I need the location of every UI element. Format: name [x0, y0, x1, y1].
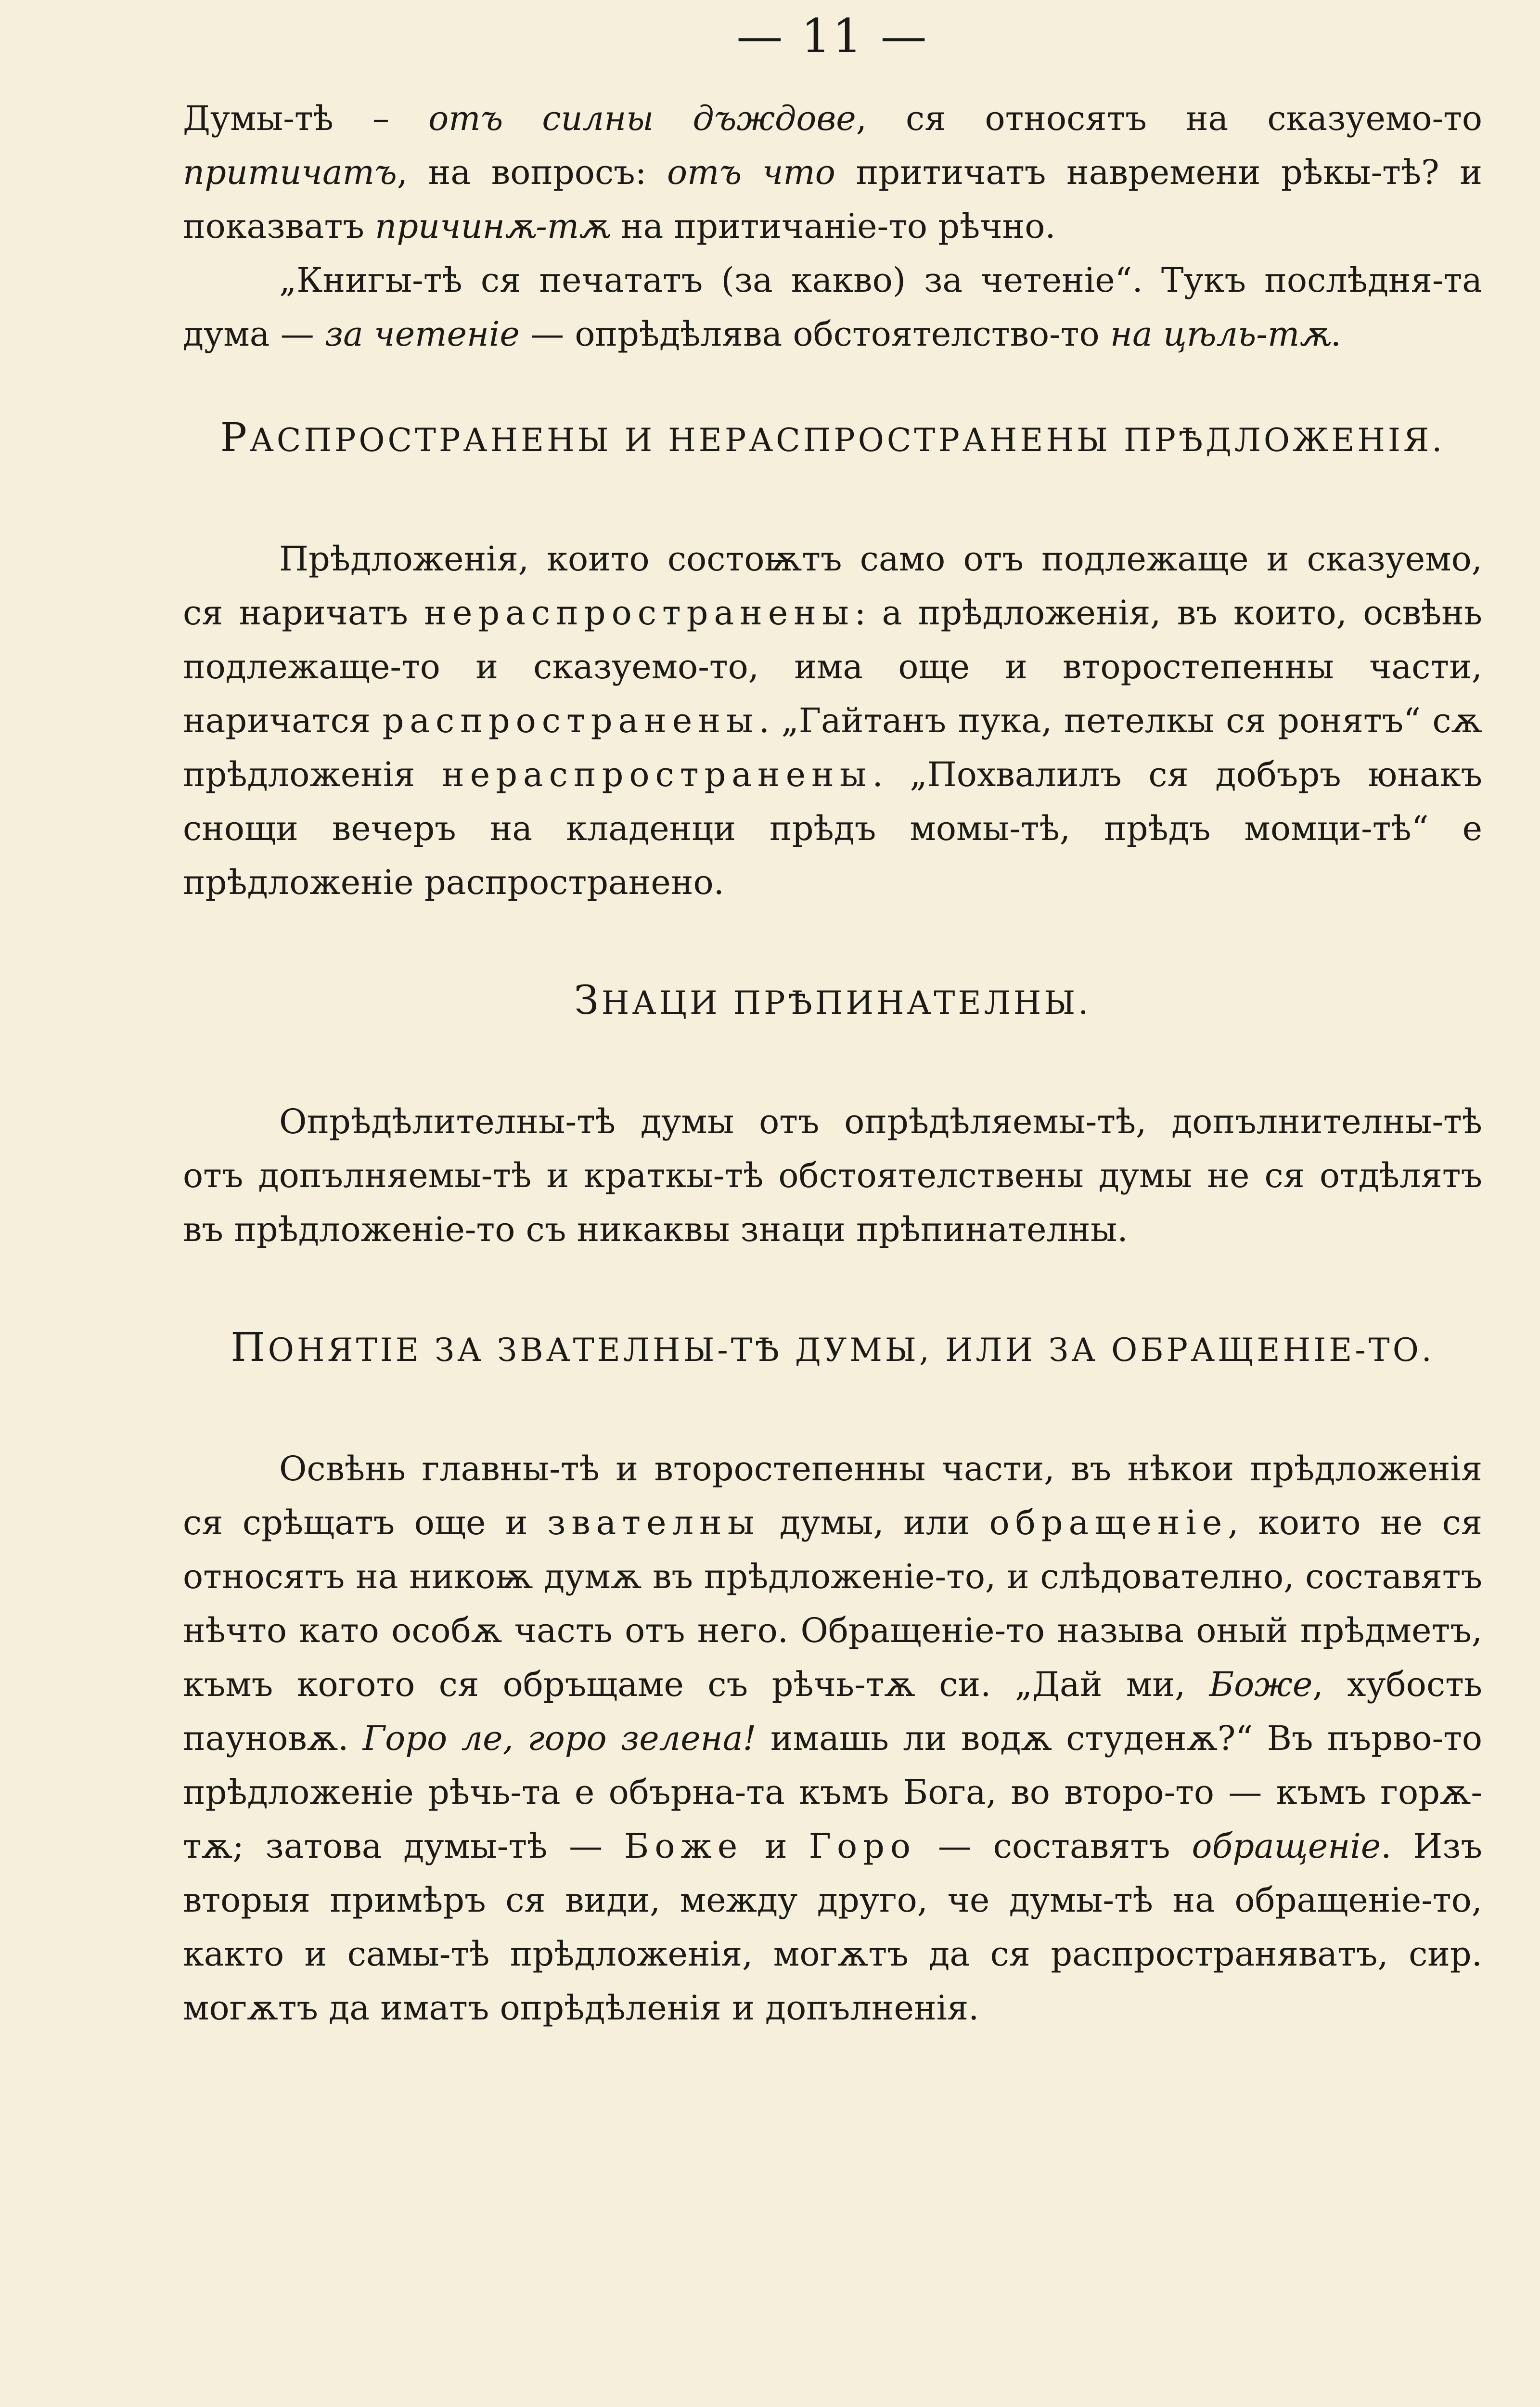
spaced-text: нераспространены	[442, 755, 873, 794]
italic-text: за четеніе	[324, 314, 520, 354]
page-number: — 11 —	[736, 9, 929, 63]
text: думы, или	[760, 1503, 989, 1542]
italic-text: причинѫ-тѫ	[375, 207, 610, 246]
italic-text: отъ что	[667, 153, 835, 192]
text: , хубость пауновѫ.	[183, 1665, 1482, 1758]
spaced-text: Горо	[808, 1826, 917, 1866]
heading-capital: Р	[220, 415, 250, 461]
spaced-text: звателны	[547, 1503, 760, 1542]
section-heading-sentences	[183, 414, 1482, 465]
text: Опрѣдѣлителны-тѣ думы отъ опрѣдѣляемы-тѣ, допълнителны-тѣ отъ допълняемы-тѣ и краткы-тѣ обстоятелствены думы не ся отдѣлятъ въ прѣдложеніе-то съ никаквы знаци прѣпинателны.	[183, 1102, 1482, 1249]
book-page	[183, 10, 1482, 2397]
text: притичатъ навремени рѣкы-тѣ? и показватъ	[183, 153, 1482, 246]
heading-capital: З	[574, 978, 602, 1023]
text: , ся относятъ на сказуемо-то	[856, 99, 1482, 138]
paragraph-vocative	[183, 1442, 1482, 2035]
italic-text: притичатъ	[183, 153, 397, 192]
text: .	[1330, 314, 1341, 354]
text: на притичаніе-то рѣчно.	[610, 207, 1056, 246]
heading-text: АСПРОСТРАНЕНЫ И НЕРАСПРОСТРАНЕНЫ ПРѢДЛОЖЕНІЯ.	[249, 422, 1445, 459]
heading-text: НАЦИ ПРѢПИНАТЕЛНЫ.	[601, 984, 1091, 1022]
heading-text: ОНЯТІЕ ЗА ЗВАТЕЛНЫ-ТѢ ДУМЫ, ИЛИ ЗА ОБРАЩЕНІЕ-ТО.	[268, 1332, 1435, 1369]
paragraph-causes	[183, 91, 1482, 253]
text: Думы-тѣ –	[183, 99, 429, 138]
text: , на вопросъ:	[397, 153, 667, 192]
text: — составятъ	[916, 1826, 1192, 1866]
text: и	[743, 1826, 809, 1866]
text: Прѣдложенія, които состоѭтъ само отъ подлежаще и сказуемо, ся наричатъ	[183, 539, 1482, 633]
text: — опрѣдѣлява обстоятелство-то	[519, 314, 1110, 354]
spaced-text: обращеніе	[989, 1503, 1228, 1542]
section-heading-punctuation	[183, 977, 1482, 1027]
text: . „Гайтанъ пука, петелкы ся ронятъ“ сѫ прѣдложенія	[183, 701, 1482, 794]
paragraph-punctuation	[183, 1095, 1482, 1256]
italic-text: отъ силны дъждове	[428, 99, 856, 138]
text: „Книгы-тѣ ся печататъ (за какво) за четеніе“. Тукъ послѣдня-та дума —	[183, 260, 1482, 354]
text: . Изъ вторыя примѣръ ся види, между друго, че думы-тѣ на обращеніе-то, както и самы-тѣ прѣдложенія, могѫтъ да ся распространяватъ, сир. могѫтъ да иматъ опрѣдѣленія и допълненія.	[183, 1826, 1482, 2028]
text: имашь ли водѫ студенѫ?“ Въ първо-то прѣдложеніе рѣчь-та е обърна-та къмъ Бога, во второ-то — къмъ горѫ-тѫ; затова думы-тѣ —	[183, 1719, 1482, 1866]
text: : а прѣдложенія, въ които, освѣнь подлежаще-то и сказуемо-то, има още и второстепенны части, наричатся	[183, 593, 1482, 740]
spaced-text: Боже	[624, 1826, 744, 1866]
text: , които не ся относятъ на никоѭ думѫ въ прѣдложеніе-то, и слѣдователно, составятъ нѣчто като особѫ часть отъ него. Обращеніе-то называ оный прѣдметъ, къмъ когото ся обръщаме съ рѣчь-тѫ си. „Дай ми,	[183, 1503, 1482, 1704]
italic-text: Боже	[1209, 1665, 1313, 1704]
section-heading-vocative	[183, 1324, 1482, 1374]
text: . „Похвалилъ ся добъръ юнакъ снощи вечеръ на кладенци прѣдъ момы-тѣ, прѣдъ момци-тѣ“ е прѣдложеніе распространено.	[183, 755, 1482, 902]
text: Освѣнь главны-тѣ и второстепенны части, въ нѣкои прѣдложенія ся срѣщатъ още и	[183, 1449, 1482, 1542]
heading-capital: П	[231, 1325, 268, 1371]
italic-text: Горо ле, горо зелена!	[362, 1719, 757, 1758]
paragraph-purpose	[183, 253, 1482, 361]
paragraph-sentences	[183, 532, 1482, 909]
italic-text: обращеніе	[1192, 1826, 1381, 1866]
spaced-text: нераспространены	[424, 593, 855, 633]
italic-text: на цѣль-тѫ	[1110, 314, 1331, 354]
spaced-text: распространены	[382, 701, 759, 740]
